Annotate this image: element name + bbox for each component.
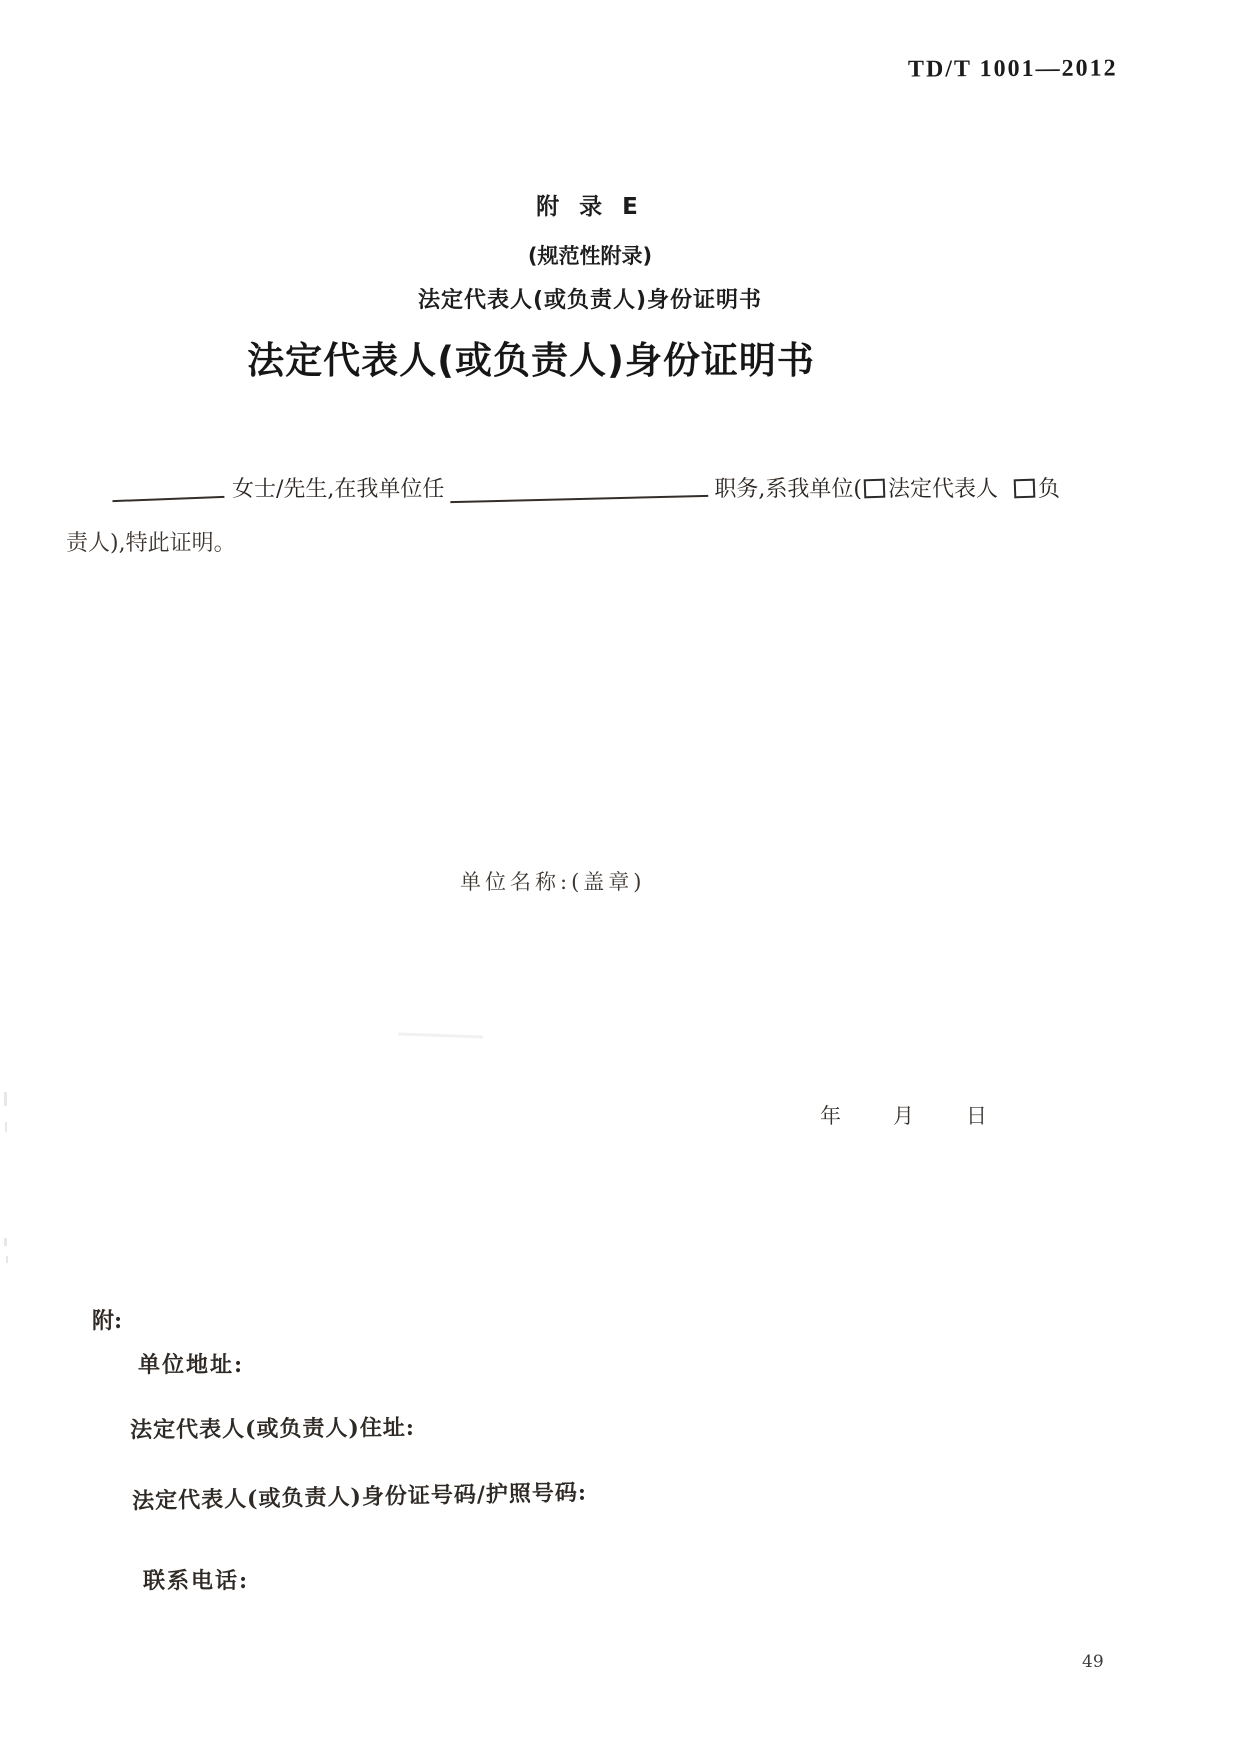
statement-text-1: 女士/先生,在我单位任	[232, 477, 445, 502]
statement-text-2: 职务,系我单位(	[714, 477, 862, 502]
scan-artifact-edge-mark	[5, 1122, 7, 1132]
appendix-heading-block	[0, 188, 1180, 314]
appendix-type: (规范性附录)	[527, 244, 653, 268]
person-in-charge-option-label-start: 负	[1038, 477, 1061, 502]
person-in-charge-checkbox[interactable]	[1014, 479, 1036, 499]
name-blank-field[interactable]	[112, 472, 225, 502]
scan-artifact-edge-mark	[4, 1092, 7, 1106]
appendix-label: 附 录 E	[536, 194, 644, 220]
attachment-item-id-passport-number: 法定代表人(或负责人)身份证号码/护照号码:	[131, 1479, 588, 1515]
day-label: 日	[966, 1104, 987, 1128]
form-title: 法定代表人(或负责人)身份证明书	[247, 339, 815, 382]
scan-artifact-streak	[398, 1033, 483, 1039]
scan-artifact-edge-mark	[4, 1238, 7, 1246]
attachment-item-contact-phone: 联系电话:	[143, 1568, 250, 1594]
attachment-item-representative-address: 法定代表人(或负责人)住址:	[129, 1414, 416, 1444]
legal-representative-checkbox[interactable]	[864, 479, 886, 499]
legal-representative-option-label: 法定代表人	[887, 477, 998, 502]
unit-name-seal-line: 单位名称:(盖章)	[460, 870, 646, 894]
certificate-statement-line2: 责人),特此证明。	[66, 531, 236, 556]
month-label: 月	[893, 1104, 914, 1128]
certificate-statement-line1	[112, 472, 1207, 503]
date-line	[820, 1100, 987, 1130]
standard-code: TD/T 1001—2012	[907, 55, 1118, 83]
attachment-item-unit-address: 单位地址:	[138, 1352, 245, 1378]
appendix-subtitle: 法定代表人(或负责人)身份证明书	[417, 288, 763, 313]
attachment-label: 附:	[92, 1308, 123, 1334]
position-blank-field[interactable]	[450, 471, 709, 503]
year-label: 年	[820, 1104, 841, 1128]
scan-artifact-edge-mark	[6, 1256, 8, 1263]
page-number: 49	[1082, 1652, 1104, 1672]
